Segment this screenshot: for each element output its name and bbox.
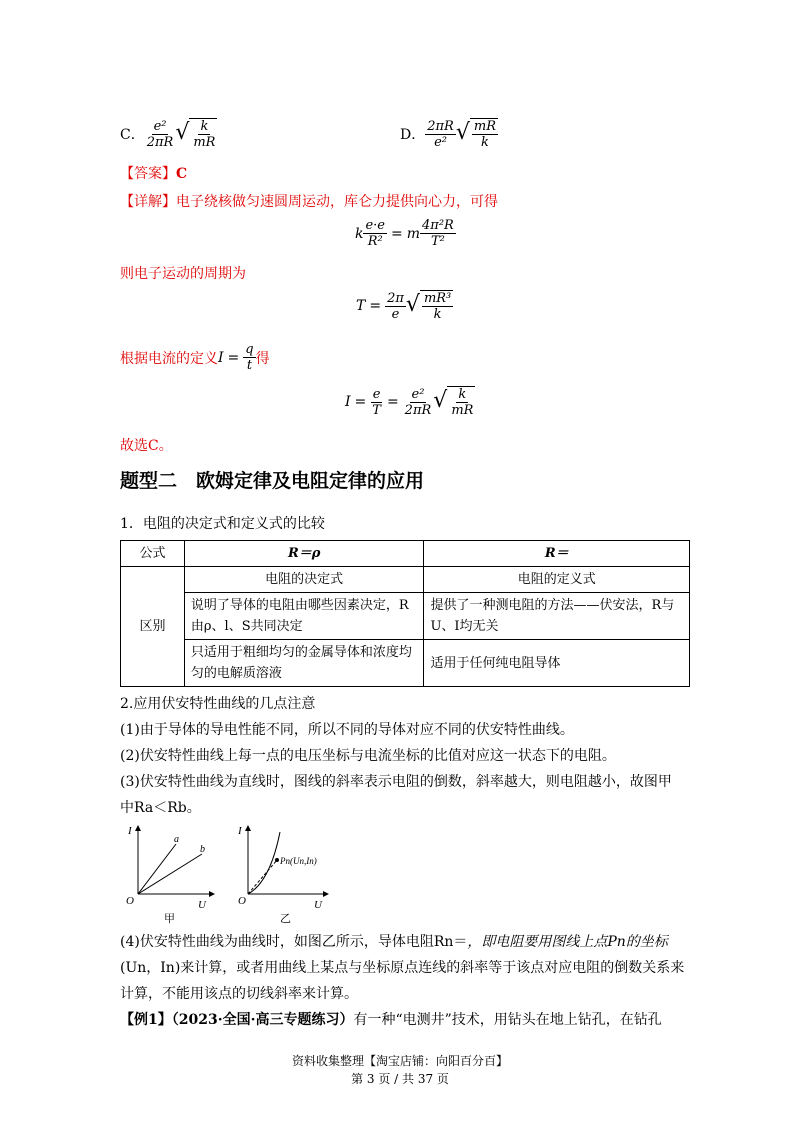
graph2-I-label: I — [238, 825, 242, 837]
option-d-sqrt: √ $\frac{mR}{k}$ — [455, 119, 496, 150]
table-row — [121, 593, 690, 640]
graph1-line-a — [138, 844, 176, 894]
iv-graphs — [120, 822, 340, 926]
answer-label: 【答案】 — [120, 166, 176, 182]
option-c-label: C． — [120, 127, 145, 143]
graph1-b-label: b — [200, 844, 205, 855]
graph2-point-label: Pn(Un,In) — [280, 856, 317, 866]
graph2-caption: 乙 — [280, 913, 291, 925]
comparison-table — [120, 540, 690, 687]
section-title: 题型二 欧姆定律及电阻定律的应用 — [120, 470, 425, 492]
paragraph-1: (1)由于导体的导电性能不同，所以不同的导体对应不同的伏安特性曲线。 — [120, 722, 574, 738]
footer-page-number: 第 3 页 / 共 37 页 — [351, 1072, 449, 1086]
conclusion: 故选C。 — [120, 438, 173, 454]
detail-label: 【详解】 — [120, 194, 176, 210]
detail-line-2: 则电子运动的周期为 — [120, 266, 246, 282]
table-cell-diff: 区别 — [121, 567, 185, 687]
answer-line — [120, 164, 187, 184]
table-header-decide: R＝ρ — [184, 541, 424, 567]
table-cell: 提供了一种测电阻的方法——伏安法，R与U、I均无关 — [424, 593, 690, 640]
table-cell: 电阻的决定式 — [184, 567, 424, 593]
option-c-fraction: $\frac{\text{e²}}{2\pi R}$ — [146, 118, 174, 150]
paragraph-2: (2)伏安特性曲线上每一点的电压坐标与电流坐标的比值对应这一状态下的电阻。 — [120, 748, 616, 764]
table-row — [121, 640, 690, 687]
graph2-origin: O — [238, 895, 246, 907]
option-d — [400, 118, 498, 150]
option-d-label: D． — [400, 127, 426, 143]
item-1: 1．电阻的决定式和定义式的比较 — [120, 516, 325, 532]
equation-1: k $\frac{e\cdot e}{\text{R²}}$ = m $\frac{\text{4π²R}}{\text{T²}}$ — [355, 218, 454, 249]
example-1 — [120, 1010, 662, 1030]
table-row — [121, 541, 690, 567]
example-text: 有一种“电测井”技术，用钻头在地上钻孔，在钻孔 — [353, 1012, 662, 1028]
graph1-origin: O — [126, 895, 134, 907]
graph1-a-label: a — [174, 834, 179, 845]
graph2-U-label: U — [314, 899, 322, 911]
table-cell: 说明了导体的电阻由哪些因素决定，R由ρ、l、S共同决定 — [184, 593, 424, 640]
item-2: 2.应用伏安特性曲线的几点注意 — [120, 696, 316, 712]
equation-2: T = $\frac{2\pi}{e}$ √ $\frac{\text{mR³}}{k}$ — [356, 290, 452, 322]
graph1-I-label: I — [128, 825, 132, 837]
equation-3: I = $\frac{e}{T}$ = $\frac{\text{e²}}{2\pi R}$ √ $\frac{k}{mR}$ — [345, 386, 474, 418]
example-label: 【例1】 — [120, 1012, 172, 1028]
paragraph-4c: 计算，不能用该点的切线斜率来计算。 — [120, 986, 358, 1002]
paragraph-4b: (Un，In)来计算，或者用曲线上某点与坐标原点连线的斜率等于该点对应电阻的倒数关系来 — [120, 960, 685, 976]
table-row — [121, 567, 690, 593]
table-header-define: R＝ — [424, 541, 690, 567]
graph1-U-label: U — [198, 899, 206, 911]
graph2-chord — [248, 860, 277, 894]
option-d-fraction: $\frac{2\pi R}{\text{e²}}$ — [427, 118, 454, 150]
paragraph-4a: (4)伏安特性曲线为曲线时，如图乙所示，导体电阻Rn＝，即电阻要用图线上点Pn的坐标 — [120, 934, 668, 950]
table-cell: 电阻的定义式 — [424, 567, 690, 593]
graph1-line-b — [138, 854, 202, 894]
detail-text: 电子绕核做匀速圆周运动，库仑力提供向心力，可得 — [176, 194, 498, 210]
table-cell: 适用于任何纯电阻导体 — [424, 640, 690, 687]
graph1-caption: 甲 — [164, 913, 175, 925]
table-header-formula: 公式 — [121, 541, 185, 567]
option-c-sqrt: √ $\frac{k}{mR}$ — [175, 119, 216, 150]
graph2-point — [275, 858, 279, 862]
paragraph-3a: (3)伏安特性曲线为直线时，图线的斜率表示电阻的倒数，斜率越大，则电阻越小，故图甲 — [120, 774, 672, 790]
detail-line-3: 根据电流的定义 I = $\frac{q}{t}$ 得 — [120, 342, 270, 373]
detail-line — [120, 192, 498, 212]
table-cell: 只适用于粗细均匀的金属导体和浓度均匀的电解质溶液 — [184, 640, 424, 687]
graph2-curve — [248, 832, 280, 894]
footer-source: 资料收集整理【淘宝店铺：向阳百分百】 — [291, 1054, 508, 1068]
example-source: （2023·全国·高三专题练习） — [171, 1012, 354, 1028]
option-c — [120, 118, 217, 150]
paragraph-3b: 中Ra＜Rb。 — [120, 800, 201, 816]
answer-value: C — [176, 166, 188, 182]
